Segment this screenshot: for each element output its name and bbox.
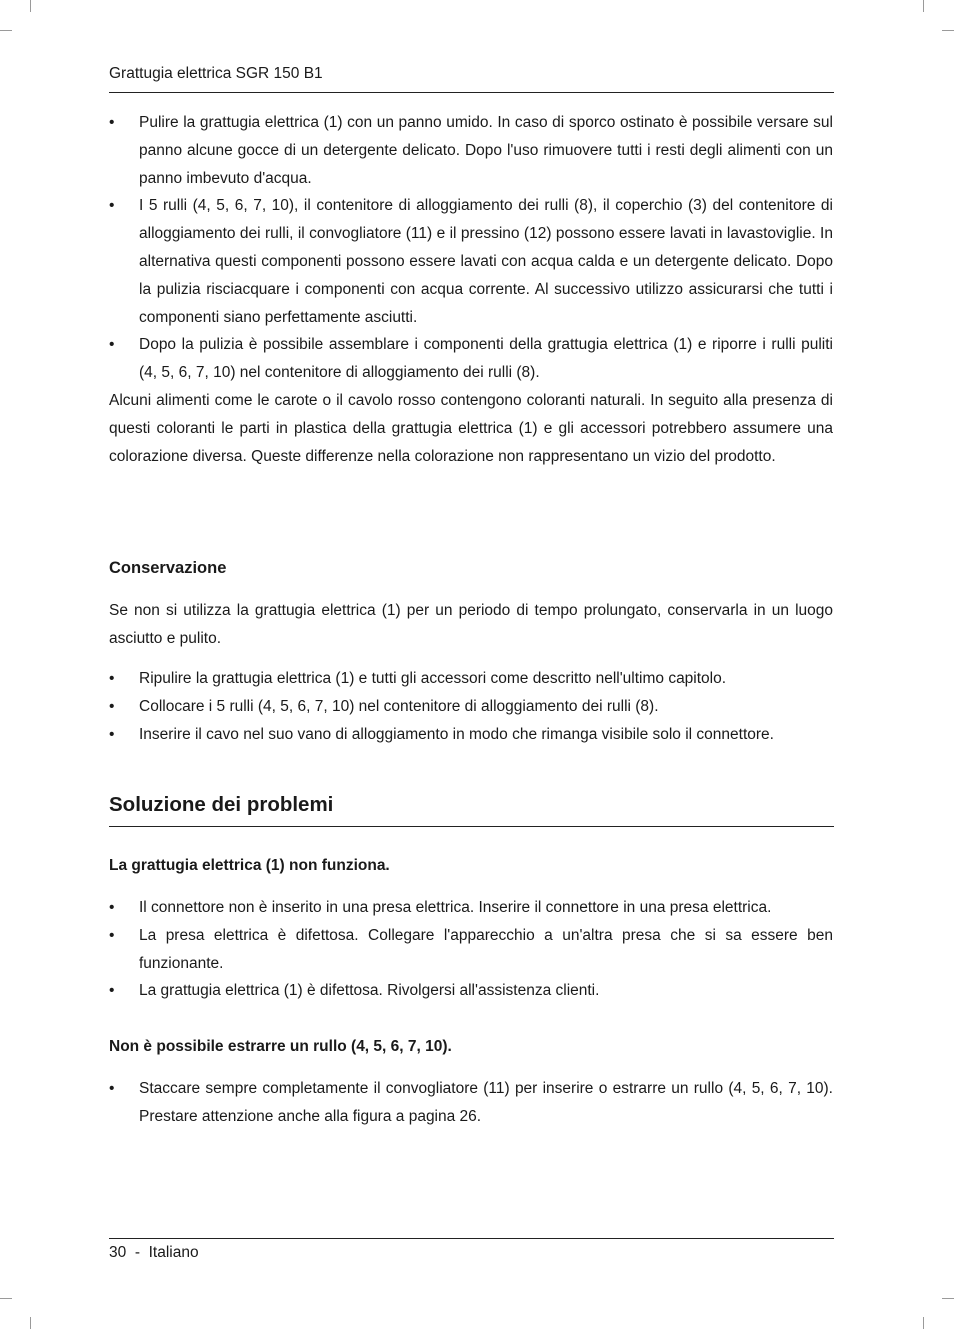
list-item-text: I 5 rulli (4, 5, 6, 7, 10), il contenitore di alloggiamento dei rulli (8), il coperchio (3) del contenitore di alloggiamento dei rulli, il convogliatore (11) e il pressino (12) possono essere lavati in lavastoviglie. In alternativa questi componenti possono essere lavati con acqua calda e un detergente delicato. Dopo la pulizia risciacquare i componenti con acqua corrente. Al successivo utilizzo assicurarsi che tutti i componenti siano perfettamente asciutti. (139, 197, 833, 326)
bullet-icon: • (109, 1080, 115, 1097)
list-item-text: Staccare sempre completamente il convogliatore (11) per inserire o estrarre un rullo (4, 5, 6, 7, 10). Prestare attenzione anche alla figura a pagina 26. (139, 1080, 833, 1125)
cleaning-block (109, 109, 833, 470)
problem1-block (109, 894, 833, 1005)
soluzione-heading: Soluzione dei problemi (109, 793, 334, 816)
bullet-icon: • (109, 926, 115, 944)
list-item (109, 665, 833, 693)
list-item-text: La presa elettrica è difettosa. Collegare l'apparecchio a un'altra presa che si sa essere ben funzionante. (139, 926, 833, 972)
footer-rule (109, 1238, 834, 1239)
crop-mark (0, 1298, 12, 1299)
list-item-text: Il connettore non è inserito in una presa elettrica. Inserire il connettore in una presa elettrica. (139, 899, 772, 916)
list-item (109, 693, 833, 721)
bullet-icon: • (109, 670, 115, 687)
list-item (109, 894, 833, 922)
problem1-list (109, 894, 833, 1005)
bullet-icon: • (109, 697, 115, 715)
crop-mark (30, 0, 31, 12)
crop-mark (923, 0, 924, 12)
list-item-text: Dopo la pulizia è possibile assemblare i componenti della grattugia elettrica (1) e riporre i rulli puliti (4, 5, 6, 7, 10) nel contenitore di alloggiamento dei rulli (8). (139, 336, 833, 382)
list-item (109, 721, 833, 749)
list-item-text: Ripulire la grattugia elettrica (1) e tutti gli accessori come descritto nell'ultimo capitolo. (139, 670, 727, 687)
bullet-icon: • (109, 725, 115, 743)
conservazione-list (109, 665, 833, 748)
page-footer: 30 - Italiano (109, 1244, 199, 1261)
list-item (109, 1075, 833, 1131)
list-item-text: Pulire la grattugia elettrica (1) con un panno umido. In caso di sporco ostinato è possibile versare sul panno alcune gocce di un detergente delicato. Dopo l'uso rimuovere tutti i resti degli alimenti con un panno imbevuto d'acqua. (139, 114, 833, 187)
running-header: Grattugia elettrica SGR 150 B1 (109, 65, 323, 82)
problem1-heading: La grattugia elettrica (1) non funziona. (109, 857, 390, 874)
problem2-heading: Non è possibile estrarre un rullo (4, 5, 6, 7, 10). (109, 1038, 452, 1055)
bullet-icon: • (109, 197, 115, 215)
conservazione-intro: Se non si utilizza la grattugia elettrica (1) per un periodo di tempo prolungato, conservarla in un luogo asciutto e pulito. (109, 602, 833, 647)
list-item (109, 109, 833, 192)
list-item (109, 922, 833, 978)
list-item-text: La grattugia elettrica (1) è difettosa. Rivolgersi all'assistenza clienti. (139, 982, 600, 1000)
problem2-block (109, 1075, 833, 1131)
crop-mark (0, 30, 12, 31)
bullet-icon: • (109, 114, 115, 131)
list-item-text: Collocare i 5 rulli (4, 5, 6, 7, 10) nel contenitore di alloggiamento dei rulli (8). (139, 697, 659, 715)
list-item (109, 331, 833, 387)
list-item-text: Inserire il cavo nel suo vano di alloggiamento in modo che rimanga visibile solo il connettore. (139, 725, 774, 743)
cleaning-list (109, 109, 833, 387)
list-item (109, 977, 833, 1005)
conservazione-heading: Conservazione (109, 559, 227, 577)
conservazione-intro-block (109, 597, 833, 653)
problem2-list (109, 1075, 833, 1131)
crop-mark (942, 1298, 954, 1299)
coloring-paragraph: Alcuni alimenti come le carote o il cavolo rosso contengono coloranti naturali. In seguito alla presenza di questi coloranti le parti in plastica della grattugia elettrica (1) e gli accessori potrebbero assumere una colorazione diversa. Queste differenze nella colorazione non rappresentano un vizio del prodotto. (109, 391, 833, 465)
section-rule (109, 826, 834, 827)
bullet-icon: • (109, 899, 115, 916)
crop-mark (942, 30, 954, 31)
header-rule (109, 92, 834, 93)
bullet-icon: • (109, 336, 115, 354)
list-item (109, 192, 833, 331)
bullet-icon: • (109, 982, 115, 1000)
crop-mark (30, 1317, 31, 1329)
conservazione-block (109, 665, 833, 748)
crop-mark (923, 1317, 924, 1329)
